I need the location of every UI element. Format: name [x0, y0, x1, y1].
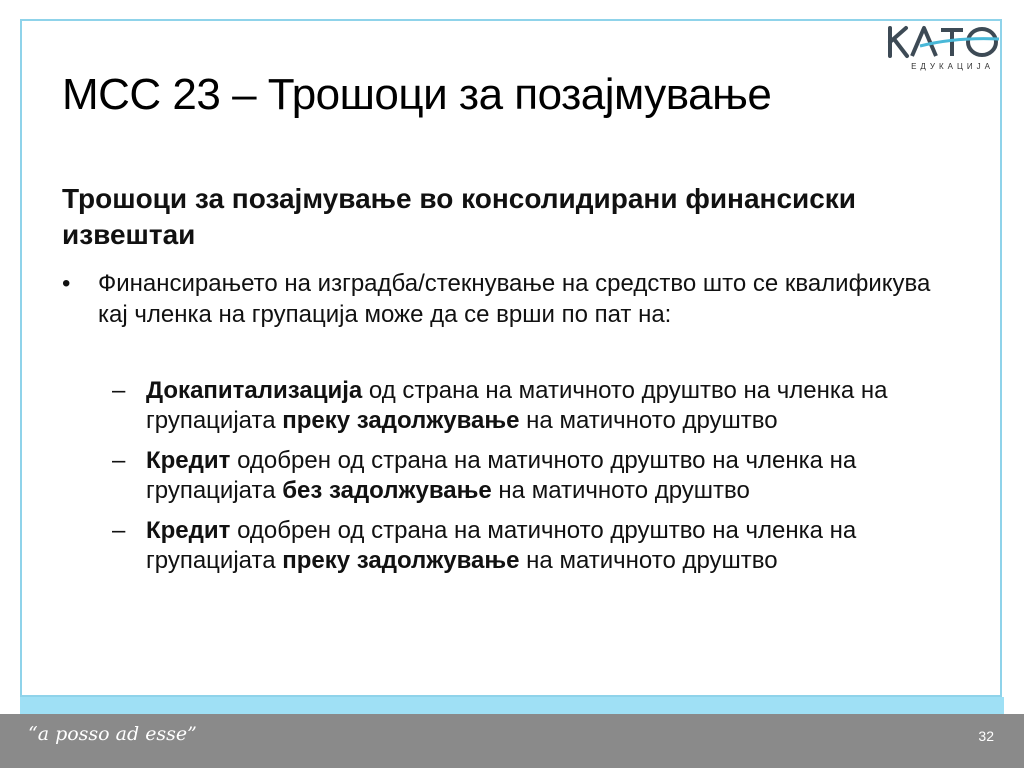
sub-bullet-tail: на матичното друштво [519, 547, 778, 574]
brand-logo [886, 25, 1000, 73]
sub-bullet-emphasis: преку задолжување [282, 407, 520, 434]
sub-bullet-lead: Кредит [146, 517, 231, 544]
footer-motto: “a posso ad esse” [28, 723, 197, 745]
sub-bullet-lead: Докапитализација [146, 377, 363, 404]
sub-bullet-middle: одобрен од страна на матичното друштво на членка на групацијата [146, 447, 857, 504]
accent-band [20, 697, 1004, 714]
sub-bullet-tail: на матичното друштво [491, 477, 750, 504]
dash-marker: – [112, 517, 126, 544]
sub-bullet-emphasis: без задолжување [282, 477, 492, 504]
sub-bullet-tail: на матичното друштво [519, 407, 778, 434]
main-bullet-text: Финансирањето на изградба/стекнување на средство што се квалификува кај членка на групација може да се врши по пат на: [98, 270, 931, 328]
sub-bullet-middle: одобрен од страна на матичното друштво на членка на групацијата [146, 517, 857, 574]
sub-bullet-text [146, 516, 972, 576]
sub-bullet-text [146, 446, 972, 506]
section-subtitle: Трошоци за позајмување во консолидирани финансиски извештаи [62, 183, 857, 250]
sub-bullet-list [112, 376, 972, 586]
slide-frame [20, 19, 1002, 697]
sub-bullet-item [112, 446, 972, 506]
sub-bullet-middle: од страна на матичното друштво на членка на групацијата [146, 377, 888, 434]
main-bullet [62, 268, 962, 330]
sub-bullet-text [146, 376, 972, 436]
page-number: 32 [978, 728, 994, 744]
dash-marker: – [112, 447, 126, 474]
logo-tagline: ЕДУКАЦИЈА [911, 62, 994, 71]
sub-bullet-lead: Кредит [146, 447, 231, 474]
kato-logo-icon [886, 25, 1000, 59]
bullet-marker: • [62, 270, 71, 297]
sub-bullet-item [112, 376, 972, 436]
sub-bullet-item [112, 516, 972, 576]
sub-bullet-emphasis: преку задолжување [282, 547, 520, 574]
page-title: МСС 23 – Трошоци за позајмување [62, 70, 772, 119]
dash-marker: – [112, 377, 126, 404]
